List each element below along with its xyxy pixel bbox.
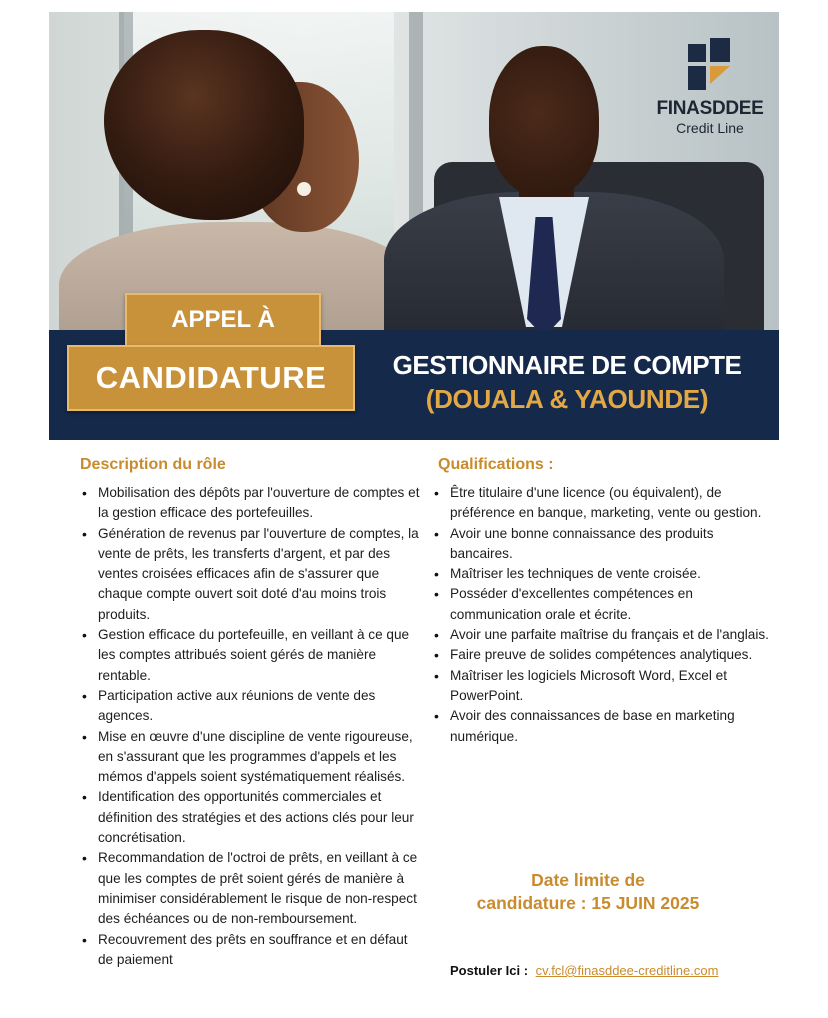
list-item: • Maîtriser les logiciels Microsoft Word, Excel et PowerPoint.	[432, 666, 772, 707]
qualifications	[432, 456, 772, 747]
qualifications-list	[432, 483, 772, 747]
list-item: • Maîtriser les techniques de vente croisée.	[432, 564, 772, 584]
description-heading: Description du rôle	[80, 456, 226, 473]
description-list	[80, 483, 425, 970]
hero-banner	[49, 12, 779, 440]
appel-text: APPEL À	[171, 306, 275, 333]
brand-logo	[645, 24, 775, 144]
apply-label: Postuler Ici :	[450, 963, 529, 978]
job-title: GESTIONNAIRE DE COMPTE	[392, 350, 742, 380]
brand-name: FINASDDEE	[656, 98, 764, 119]
list-item: • Identification des opportunités commerciales et définition des stratégies et des actions clés pour leur concrétisation.	[80, 787, 425, 848]
list-item: • Gestion efficace du portefeuille, en veillant à ce que les comptes attribués soient gérés de manière rentable.	[80, 625, 425, 686]
list-item: • Participation active aux réunions de vente des agences.	[80, 686, 425, 727]
list-item: • Recommandation de l'octroi de prêts, en veillant à ce que les comptes de prêt soient gérés de manière à minimiser considérablement le risque de non-respect des échéances ou de non-remboursement.	[80, 848, 425, 929]
application-deadline	[432, 869, 744, 915]
list-item: • Être titulaire d'une licence (ou équivalent), de préférence en banque, marketing, vente ou gestion.	[432, 483, 772, 524]
list-item: • Avoir une bonne connaissance des produits bancaires.	[432, 524, 772, 565]
qualifications-heading: Qualifications :	[438, 456, 554, 473]
apply-email-link[interactable]: cv.fcl@finasddee-creditline.com	[535, 963, 719, 978]
candidature-text: CANDIDATURE	[95, 360, 327, 395]
list-item: • Mobilisation des dépôts par l'ouverture de comptes et la gestion efficace des portefeuilles.	[80, 483, 425, 524]
brand-tagline: Credit Line	[676, 120, 744, 136]
candidature-box	[67, 345, 355, 411]
role-description	[80, 456, 425, 970]
list-item: • Posséder d'excellentes compétences en communication orale et écrite.	[432, 584, 772, 625]
deadline-line-2: candidature : 15 JUIN 2025	[476, 893, 700, 913]
list-item: • Génération de revenus par l'ouverture de comptes, la vente de prêts, les transferts d'argent, et par des ventes croisées efficaces afin de s'assurer que chaque compte ouvert soit doté d'au moins trois produits.	[80, 524, 425, 625]
list-item: • Avoir des connaissances de base en marketing numérique.	[432, 706, 772, 747]
job-location: (DOUALA & YAOUNDE)	[425, 384, 709, 414]
deadline-line-1: Date limite de	[531, 870, 645, 890]
list-item: • Recouvrement des prêts en souffrance et en défaut de paiement	[80, 930, 425, 971]
logo-mark-icon	[688, 38, 730, 92]
list-item: • Avoir une parfaite maîtrise du français et de l'anglais.	[432, 625, 772, 645]
list-item: • Mise en œuvre d'une discipline de vente rigoureuse, en s'assurant que les programmes d'appels et les mémos d'appels soient systématiquement réalisés.	[80, 727, 425, 788]
apply-section	[450, 963, 780, 978]
list-item: • Faire preuve de solides compétences analytiques.	[432, 645, 772, 665]
appel-box	[125, 293, 321, 347]
